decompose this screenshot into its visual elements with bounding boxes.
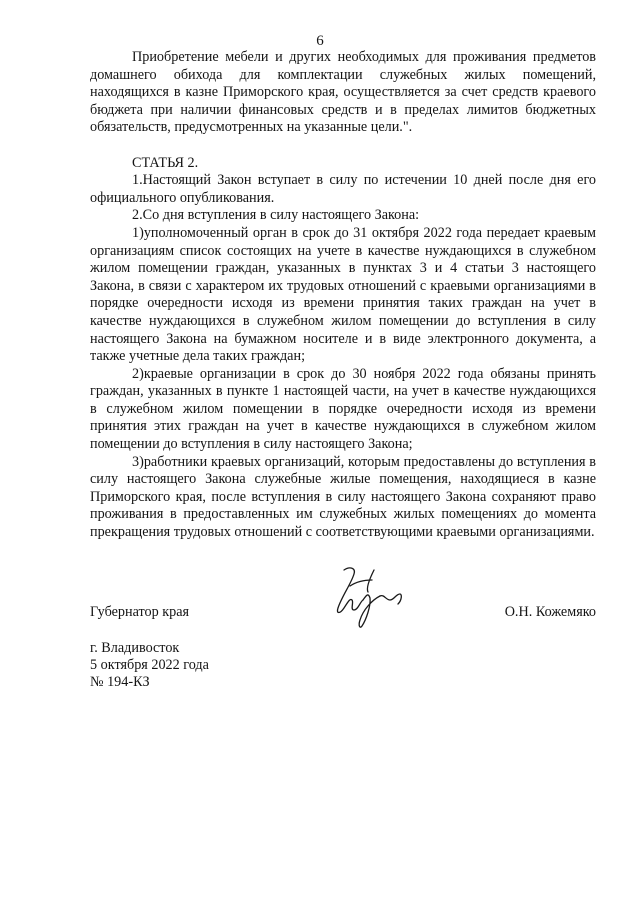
- signatory-title: Губернатор края: [90, 604, 190, 620]
- footer-law-number: № 194-КЗ: [90, 674, 150, 691]
- paragraph-entry-into-force: 1.Настоящий Закон вступает в силу по истечении 10 дней после дня его официального опубликования.: [90, 172, 596, 206]
- document-footer: [90, 640, 209, 692]
- paragraph-furniture-funding: Приобретение мебели и других необходимых для проживания предметов домашнего обихода для комплектации служебных жилых помещений, находящихся в казне Приморского края, осуществляется за счет средств краевого бюджета при наличии финансовых средств и в пределах лимитов бюджетных обязательств, предусмотренных на указанные цели.".: [90, 49, 596, 136]
- paragraph-item-2: 2)краевые организации в срок до 30 ноября 2022 года обязаны принять граждан, указанных в пункте 1 настоящей части, на учет в качестве нуждающихся в служебном жилом помещении в порядке очередности исходя из времени принятия этих граждан на учет в качестве нуждающихся в служебном жилом помещении до вступления в силу настоящего Закона;: [90, 365, 596, 453]
- paragraph-transition-intro: 2.Со дня вступления в силу настоящего Закона:: [132, 207, 420, 224]
- paragraph-item-1: 1)уполномоченный орган в срок до 31 октября 2022 года передает краевым организациям список состоящих на учете в качестве нуждающихся в служебном жилом помещении граждан, указанных в пунктах 3 и 4 статьи 3 настоящего Закона, в связи с характером их трудовых отношений с краевыми организациями в порядке очередности исходя из времени принятия таких граждан на учет в качестве нуждающихся в служебном жилом помещении до вступления в силу настоящего Закона на бумажном носителе и в виде электронного документа, а также учетные дела таких граждан;: [90, 224, 596, 365]
- paragraph-gap: [90, 137, 596, 155]
- footer-date: 5 октября 2022 года: [90, 657, 209, 674]
- paragraph-item-3: 3)работники краевых организаций, которым предоставлены до вступления в силу настоящего Закона служебные жилые помещения, находящиеся в казне Приморского края, после вступления в силу настоящего Закона сохраняют право проживания в предоставленных им служебных жилых помещениях до момента прекращения трудовых отношений с соответствующими краевыми организациями.: [90, 453, 596, 541]
- signatory-name: О.Н. Кожемяко: [504, 604, 596, 620]
- document-body: [90, 49, 596, 542]
- footer-city: г. Владивосток: [90, 640, 180, 656]
- handwritten-signature: [330, 562, 410, 630]
- article-heading: СТАТЬЯ 2.: [132, 154, 199, 171]
- page-number: 6: [316, 33, 324, 49]
